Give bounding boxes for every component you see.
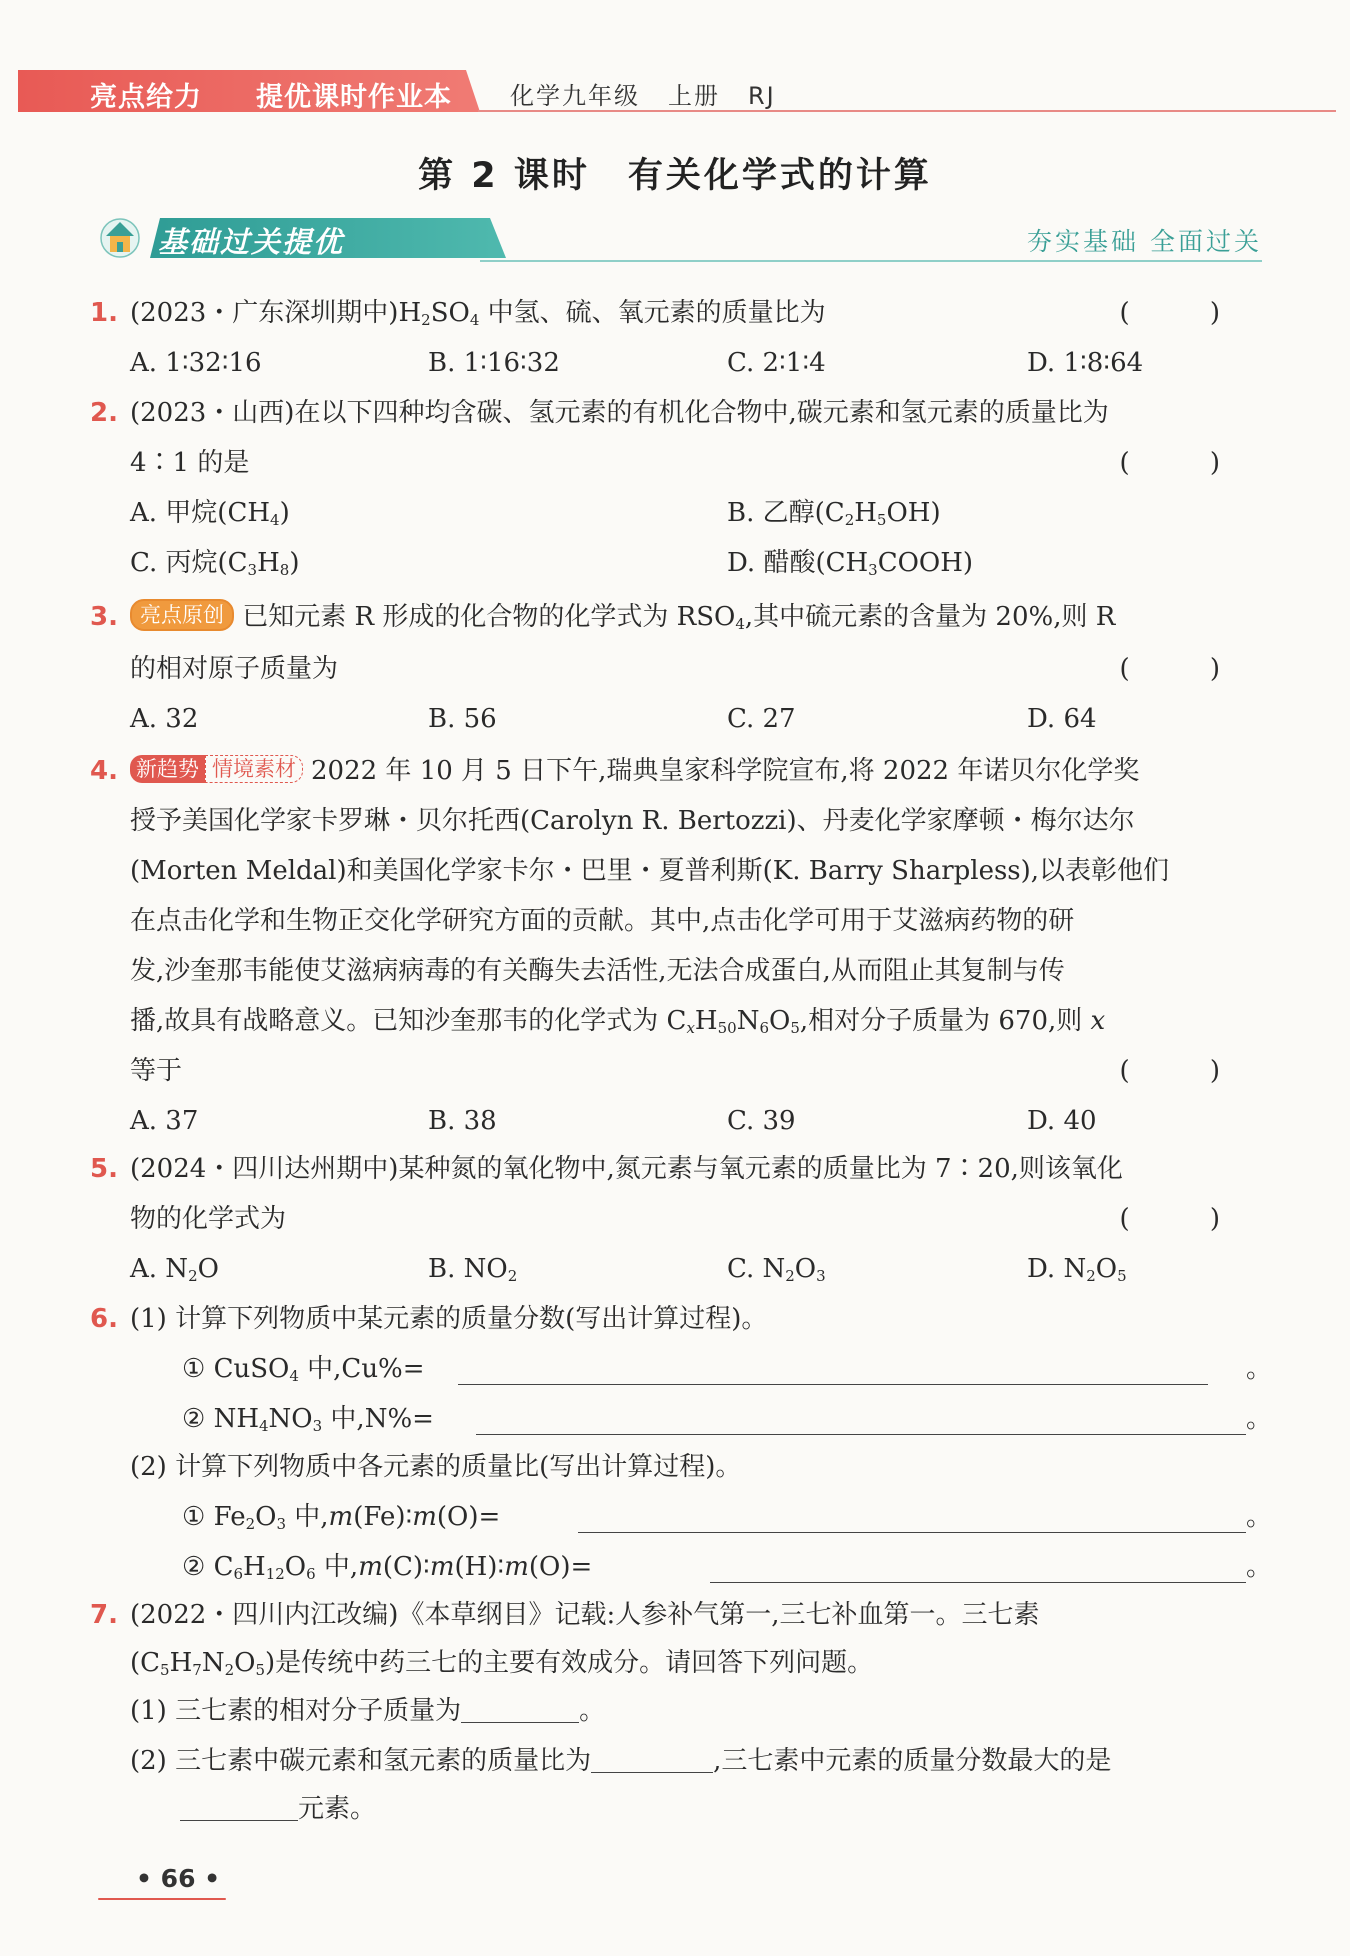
part-1: (1) 三七素的相对分子质量为 。 <box>130 1696 606 1726</box>
answer-blank-1b[interactable] <box>476 1408 1246 1435</box>
passage-line-6: 播,故具有战略意义。已知沙奎那韦的化学式为 $C_xH_{50}N_6O_5$,相对分子质量为 670,则 x <box>130 1006 1106 1037</box>
series-name: 提优课时作业本 <box>256 82 452 113</box>
part-1b: ② $NH_4NO_3$ 中,N%= <box>182 1404 434 1435</box>
answer-paren[interactable]: ( ) <box>1119 298 1256 328</box>
question-stem-line-2: $(C_5H_7N_2O_5)$是传统中药三七的主要有效成分。请回答下列问题。 <box>130 1648 874 1679</box>
question-stem-line-1: (2024・四川达州期中)某种氮的氧化物中,氮元素与氧元素的质量比为 7∶20,则该氧化 <box>130 1154 1123 1184</box>
period: 。 <box>1246 1404 1273 1434</box>
part-2-prompt: (2) 计算下列物质中各元素的质量比(写出计算过程)。 <box>130 1452 742 1482</box>
period: 。 <box>1246 1354 1273 1384</box>
context-tag: 情境素材 <box>205 755 303 783</box>
question-stem-line-2: 的相对原子质量为 <box>130 654 339 684</box>
option-a[interactable]: A. 1∶32∶16 <box>130 348 262 378</box>
question-stem-line-1: (2023・山西)在以下四种均含碳、氢元素的有机化合物中,碳元素和氢元素的质量比为 <box>130 398 1109 428</box>
option-b[interactable]: B. 38 <box>428 1106 497 1136</box>
option-c[interactable]: C. 丙烷$(C_3H_8)$ <box>130 548 300 579</box>
question-number: 5. <box>90 1154 118 1184</box>
answer-paren[interactable]: ( ) <box>1119 1204 1256 1234</box>
option-a[interactable]: A. $N_2O$ <box>130 1254 219 1285</box>
footer-rule <box>98 1898 226 1900</box>
question-stem-line-1: 亮点原创 已知元素 R 形成的化合物的化学式为 $RSO_4$,其中硫元素的含量为 20%,则 R <box>130 598 1262 643</box>
question-number: 7. <box>90 1600 118 1630</box>
part-1a: ① CuSO$_4$ 中,Cu%= <box>182 1354 425 1385</box>
book-info <box>510 76 804 111</box>
option-b[interactable]: B. 56 <box>428 704 497 734</box>
period: 。 <box>1246 1552 1273 1582</box>
question-stem: (2023・广东深圳期中)$H_2SO_4$ 中氢、硫、氧元素的质量比为 <box>130 298 826 329</box>
passage-line-7: 等于 <box>130 1056 183 1086</box>
period: 。 <box>1246 1502 1273 1532</box>
lesson-title: 第 2 课时 有关化学式的计算 <box>418 156 932 196</box>
passage-line-3: (Morten Meldal)和美国化学家卡尔・巴里・夏普利斯(K. Barry Sharpless),以表彰他们 <box>130 856 1170 886</box>
subject-grade: 化学九年级 <box>510 82 640 110</box>
option-a[interactable]: A. 37 <box>130 1106 199 1136</box>
section-banner <box>100 214 1262 262</box>
answer-paren[interactable]: ( ) <box>1119 654 1256 684</box>
section-rule <box>480 260 1262 262</box>
section-name: 基础过关提优 <box>158 225 345 259</box>
question-number: 2. <box>90 398 118 428</box>
option-c[interactable]: C. 27 <box>727 704 796 734</box>
question-number: 6. <box>90 1304 118 1334</box>
question-stem-line-1: (2022・四川内江改编)《本草纲目》记载:人参补气第一,三七补血第一。三七素 <box>130 1600 1040 1630</box>
option-d[interactable]: D. $N_2O_5$ <box>1027 1254 1127 1285</box>
page-number: • 66 • <box>136 1864 221 1893</box>
section-slogan: 夯实基础 全面过关 <box>1027 227 1262 256</box>
part-2a: ① $Fe_2O_3$ 中,m(Fe)∶m(O)= <box>182 1502 501 1533</box>
page-footer <box>98 1864 228 1900</box>
option-c[interactable]: C. $N_2O_3$ <box>727 1254 826 1285</box>
original-tag: 亮点原创 <box>130 599 234 631</box>
option-d[interactable]: D. 醋酸$(CH_3COOH)$ <box>727 548 974 579</box>
option-b[interactable]: B. $NO_2$ <box>428 1254 518 1285</box>
question-number: 1. <box>90 298 118 328</box>
question-number: 4. <box>90 756 118 786</box>
answer-blank-1a[interactable] <box>458 1358 1208 1385</box>
option-d[interactable]: D. 64 <box>1027 704 1097 734</box>
page-header <box>18 70 1336 112</box>
answer-blank-2b[interactable] <box>710 1556 1246 1583</box>
edition: RJ <box>748 82 776 110</box>
passage-line-1: 新趋势 情境素材 2022 年 10 月 5 日下午,瑞典皇家科学院宣布,将 2022 年诺贝尔化学奖 <box>130 752 1262 790</box>
trend-tag: 新趋势 <box>130 755 205 783</box>
house-icon <box>100 214 140 260</box>
volume: 上册 <box>668 82 720 110</box>
answer-blank-2a[interactable] <box>591 1746 713 1773</box>
part-2b: ② $C_6H_{12}O_6$ 中,m(C)∶m(H)∶m(O)= <box>182 1552 593 1583</box>
option-c[interactable]: C. 2∶1∶4 <box>727 348 826 378</box>
passage-line-2: 授予美国化学家卡罗琳・贝尔托西(Carolyn R. Bertozzi)、丹麦化学家摩顿・梅尔达尔 <box>130 806 1135 836</box>
part-1-prompt: (1) 计算下列物质中某元素的质量分数(写出计算过程)。 <box>130 1304 768 1334</box>
answer-paren[interactable]: ( ) <box>1119 448 1256 478</box>
answer-blank-2a[interactable] <box>578 1506 1246 1533</box>
option-c[interactable]: C. 39 <box>727 1106 796 1136</box>
answer-blank-1[interactable] <box>461 1696 579 1723</box>
part-2-cont: 元素。 <box>180 1790 376 1828</box>
brand-name: 亮点给力 <box>90 82 202 113</box>
option-d[interactable]: D. 40 <box>1027 1106 1097 1136</box>
header-rule <box>478 110 1336 112</box>
question-stem-line-2: 4∶1 的是 <box>130 448 250 478</box>
answer-paren[interactable]: ( ) <box>1119 1056 1256 1086</box>
option-a[interactable]: A. 32 <box>130 704 199 734</box>
question-number: 3. <box>90 602 118 632</box>
passage-line-4: 在点击化学和生物正交化学研究方面的贡献。其中,点击化学可用于艾滋病药物的研 <box>130 906 1075 936</box>
option-a[interactable]: A. 甲烷$(CH_4)$ <box>130 498 290 529</box>
answer-blank-2b[interactable] <box>180 1794 298 1821</box>
part-2: (2) 三七素中碳元素和氢元素的质量比为 ,三七素中元素的质量分数最大的是 <box>130 1746 1112 1776</box>
question-stem-line-2: 物的化学式为 <box>130 1204 287 1234</box>
passage-line-5: 发,沙奎那韦能使艾滋病病毒的有关酶失去活性,无法合成蛋白,从而阻止其复制与传 <box>130 956 1065 986</box>
option-d[interactable]: D. 1∶8∶64 <box>1027 348 1144 378</box>
option-b[interactable]: B. 1∶16∶32 <box>428 348 560 378</box>
option-b[interactable]: B. 乙醇$(C_2H_5OH)$ <box>727 498 941 529</box>
